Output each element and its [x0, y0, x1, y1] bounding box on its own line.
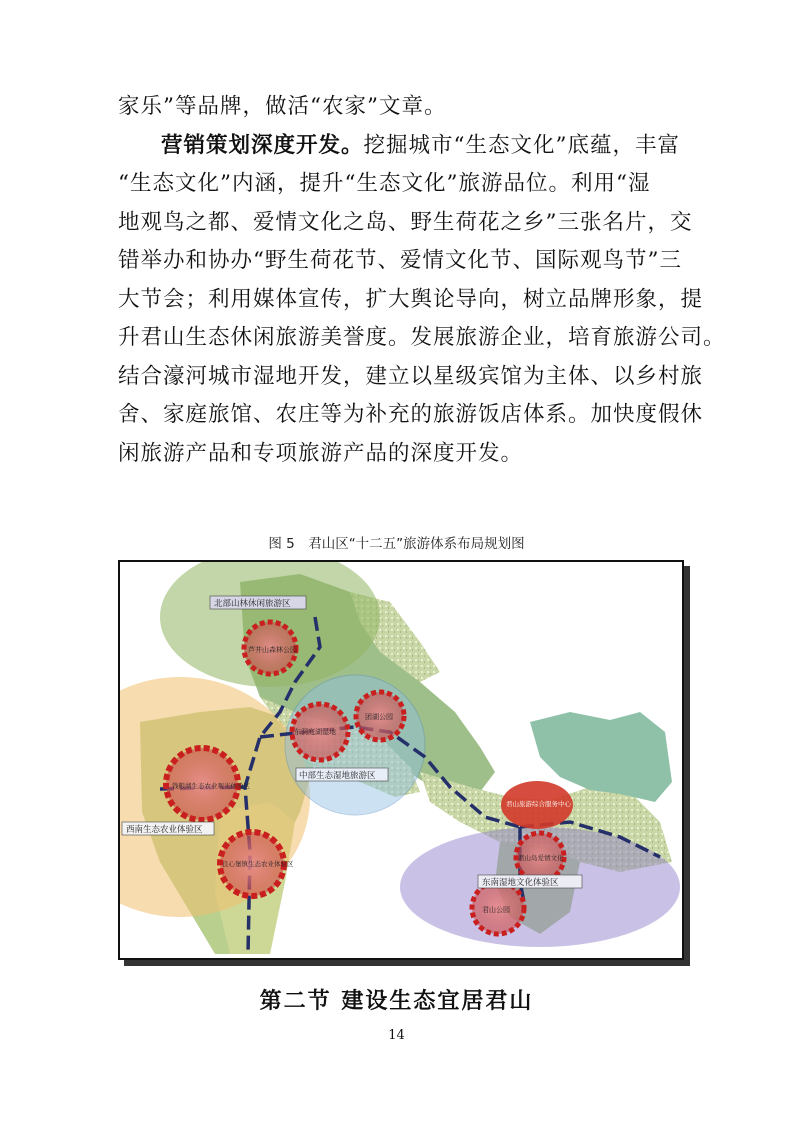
planning-map [118, 560, 684, 960]
label-west-zone: 西南生态农业体验区 [126, 825, 203, 835]
text-line: 大节会；利用媒体宣传，扩大舆论导向，树立品牌形象，提 [118, 286, 704, 312]
label-north-park: 芦井山森林公园 [248, 646, 297, 654]
text-line-heading [118, 127, 678, 166]
label-junshan-park: 君山公园 [482, 906, 510, 914]
label-southwest-node: 良心堡镇生态农业体验区 [222, 860, 294, 868]
page-number: 14 [388, 1028, 405, 1043]
text-line: 错举办和协办“野生荷花节、爱情文化节、国际观鸟节”三 [118, 248, 682, 273]
label-southeast-node: 君山岛爱情文化 [518, 854, 564, 862]
text-line: 结合濠河城市湿地开发，建立以星级宾馆为主体、以乡村旅 [118, 363, 704, 389]
text-line: 升君山生态休闲旅游美誉度。发展旅游企业，培育旅游公司。 [118, 325, 726, 350]
text-line: 闲旅游产品和专项旅游产品的深度开发。 [118, 440, 524, 466]
heading-continuation: 挖掘城市“生态文化”底蕴，丰富 [363, 132, 680, 158]
label-service-center: 君山旅游综合服务中心 [506, 800, 571, 808]
bold-heading: 营销策划深度开发。 [161, 132, 364, 158]
label-north-zone: 北部山林休闲旅游区 [214, 599, 291, 609]
section-title: 第二节 建设生态宜居君山 [259, 989, 534, 1014]
map-illustration [120, 562, 682, 958]
label-central-scenic: 东洞庭湖湿地 [294, 728, 336, 736]
figure-caption: 图 5 君山区“十二五”旅游体系布局规划图 [268, 536, 525, 552]
text-line: 地观鸟之都、爱情文化之岛、野生荷花之乡”三张名片，交 [118, 209, 693, 235]
label-west-node: 钱粮湖生态农业观光体验区 [172, 782, 250, 790]
text-line: “生态文化”内涵，提升“生态文化”旅游品位。利用“湿 [118, 171, 651, 196]
label-central-zone: 中部生态湿地旅游区 [299, 771, 376, 781]
label-southeast-zone: 东南湿地文化体验区 [482, 878, 559, 888]
text-line: 舍、家庭旅馆、农庄等为补充的旅游饭店体系。加快度假休 [118, 402, 704, 427]
text-line: 家乐”等品牌，做活“农家”文章。 [118, 94, 447, 119]
body-text [118, 88, 726, 473]
label-central-park: 团湖公园 [365, 713, 393, 721]
